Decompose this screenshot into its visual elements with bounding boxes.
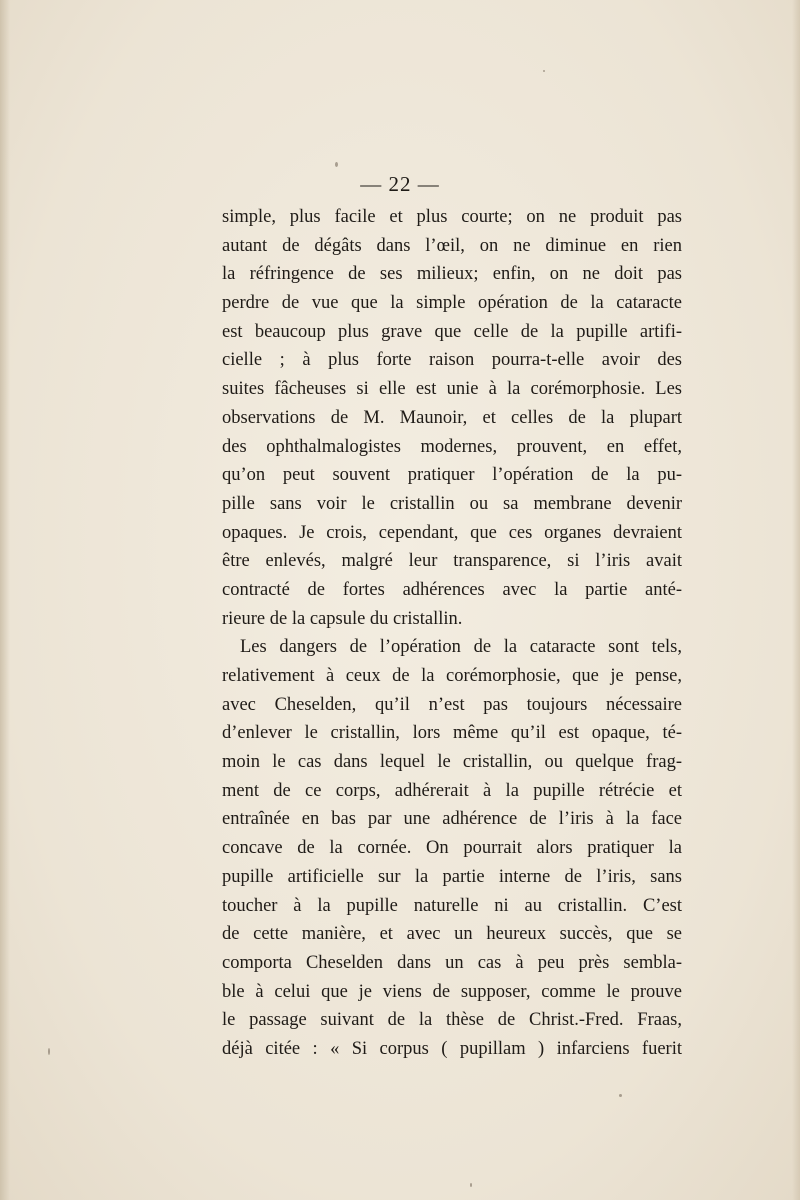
paper-speck — [335, 162, 338, 167]
paper-speck — [619, 1094, 622, 1097]
text-line: cielle ; à plus forte raison pourra-t-elle avoir des — [222, 350, 682, 371]
text-line: relativement à ceux de la corémorphosie, que je pense, — [222, 666, 682, 686]
paper-speck — [470, 1183, 472, 1187]
text-line: la réfringence de ses milieux; enfin, on ne doit pas — [222, 264, 682, 285]
text-line: ment de ce corps, adhérerait à la pupille rétrécie et — [222, 780, 682, 801]
text-line: concave de la cornée. On pourrait alors pratiquer la — [222, 838, 682, 859]
text-line: déjà citée : « Si corpus ( pupillam ) infarciens fuerit — [222, 1038, 682, 1059]
text-line: pupille artificielle sur la partie interne de l’iris, sans — [222, 866, 682, 887]
text-line: entraînée en bas par une adhérence de l’iris à la face — [222, 809, 682, 830]
text-line: le passage suivant de la thèse de Christ.-Fred. Fraas, — [222, 1010, 682, 1031]
text-line: toucher à la pupille naturelle ni au cristallin. C’est — [222, 895, 682, 916]
text-line: moin le cas dans lequel le cristallin, ou quelque frag- — [222, 752, 682, 773]
paper-speck — [48, 1048, 50, 1055]
page-number: — 22 — — [360, 172, 440, 196]
text-line: est beaucoup plus grave que celle de la pupille artifi- — [222, 321, 682, 342]
text-line: ble à celui que je viens de supposer, comme le prouve — [222, 981, 682, 1002]
text-line: simple, plus facile et plus courte; on ne produit pas — [222, 207, 682, 227]
text-line: être enlevés, malgré leur transparence, si l’iris avait — [222, 551, 682, 572]
text-line: autant de dégâts dans l’œil, on ne diminue en rien — [222, 235, 682, 256]
text-line: avec Cheselden, qu’il n’est pas toujours nécessaire — [222, 694, 682, 715]
text-line: d’enlever le cristallin, lors même qu’il est opaque, té- — [222, 723, 682, 744]
text-line: observations de M. Maunoir, et celles de la plupart — [222, 407, 682, 428]
text-line: contracté de fortes adhérences avec la partie anté- — [222, 579, 682, 600]
text-line: de cette manière, et avec un heureux succès, que se — [222, 924, 682, 945]
text-line: rieure de la capsule du cristallin. — [222, 608, 463, 629]
text-line: pille sans voir le cristallin ou sa membrane devenir — [222, 493, 682, 514]
text-line: Les dangers de l’opération de la cataracte sont tels, — [240, 637, 682, 658]
text-line: perdre de vue que la simple opération de la cataracte — [222, 293, 682, 314]
body-text — [222, 203, 682, 1064]
text-line: suites fâcheuses si elle est unie à la corémorphosie. Les — [222, 379, 682, 400]
text-line: comporta Cheselden dans un cas à peu près sembla- — [222, 952, 682, 973]
text-line: opaques. Je crois, cependant, que ces organes devraient — [222, 522, 682, 543]
text-line: qu’on peut souvent pratiquer l’opération de la pu- — [222, 465, 682, 486]
paper-speck — [543, 70, 545, 72]
text-line: des ophthalmalogistes modernes, prouvent, en effet, — [222, 436, 682, 457]
